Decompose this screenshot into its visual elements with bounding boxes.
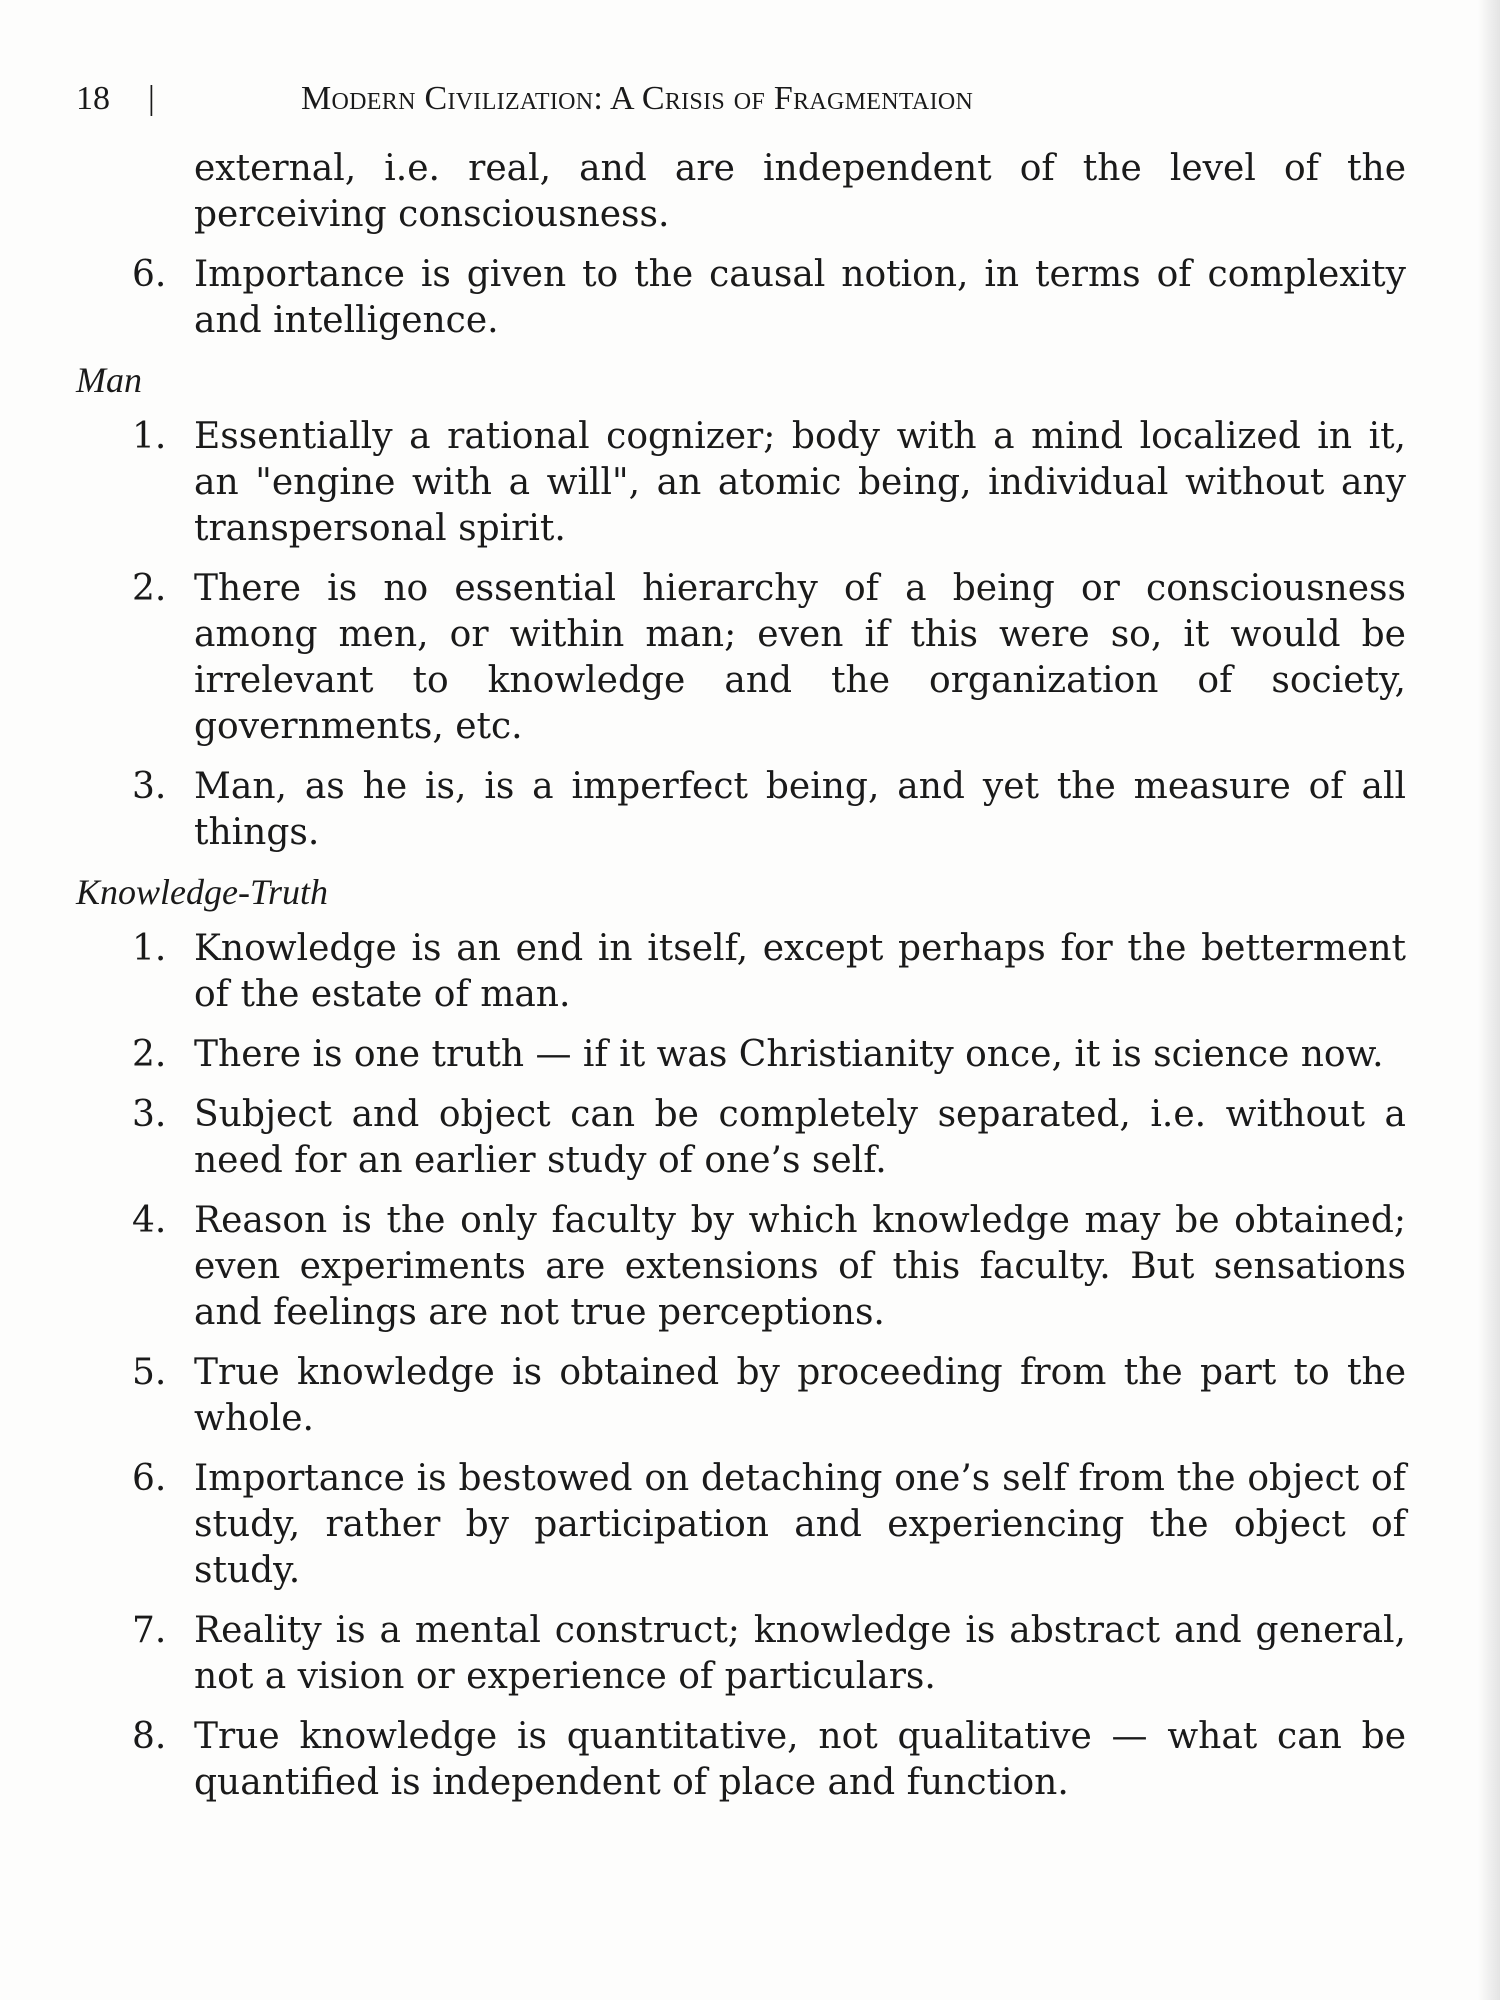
item-text: Essentially a rational cognizer; body with a mind localized in it, an "engine with a will", an atomic being, individual without any transpersonal spirit. [194, 416, 1406, 549]
item-text: Reason is the only faculty by which knowledge may be obtained; even experiments are extensions of this faculty. But sensations and feelings are not true perceptions. [194, 1200, 1406, 1333]
item-number: 8. [132, 1716, 167, 1757]
list-item [76, 1032, 1406, 1078]
header-separator: | [148, 80, 155, 117]
item-text: Man, as he is, is a imperfect being, and yet the measure of all things. [194, 766, 1406, 853]
item-number: 2. [132, 568, 167, 609]
list-item [76, 926, 1406, 1018]
item-text: Subject and object can be completely separated, i.e. without a need for an earlier study of one’s self. [194, 1094, 1406, 1181]
item-text: Knowledge is an end in itself, except perhaps for the betterment of the estate of man. [194, 928, 1406, 1015]
running-head: Modern Civilization: A Crisis of Fragmentaion [301, 80, 974, 117]
page-number: 18 [76, 80, 110, 117]
page-body [76, 146, 1406, 1820]
item-text: True knowledge is obtained by proceeding from the part to the whole. [194, 1352, 1406, 1439]
list-item [76, 252, 1406, 344]
continuation-paragraph: external, i.e. real, and are independent of the level of the perceiving consciousness. [194, 148, 1406, 235]
item-number: 1. [132, 928, 167, 969]
item-text: Importance is given to the causal notion, in terms of complexity and intelligence. [194, 254, 1406, 341]
section-heading-knowledge-truth: Knowledge-Truth [76, 872, 329, 912]
item-number: 2. [132, 1034, 167, 1075]
item-number: 1. [132, 416, 167, 457]
item-text: There is no essential hierarchy of a being or consciousness among men, or within man; even if this were so, it would be irrelevant to knowledge and the organization of society, governments, etc. [194, 568, 1406, 747]
list-item [76, 566, 1406, 750]
item-text: There is one truth — if it was Christianity once, it is science now. [194, 1034, 1384, 1075]
list-item [76, 764, 1406, 856]
item-text: True knowledge is quantitative, not qualitative — what can be quantified is independent of place and function. [194, 1716, 1406, 1803]
list-item [76, 1714, 1406, 1806]
item-number: 7. [132, 1610, 167, 1651]
item-number: 5. [132, 1352, 167, 1393]
list-item [76, 1198, 1406, 1336]
item-number: 3. [132, 766, 167, 807]
section-heading-man: Man [76, 360, 142, 400]
list-item [76, 1608, 1406, 1700]
item-text: Reality is a mental construct; knowledge is abstract and general, not a vision or experience of particulars. [194, 1610, 1406, 1697]
page-header [76, 74, 1256, 124]
list-item [76, 1456, 1406, 1594]
item-text: Importance is bestowed on detaching one’s self from the object of study, rather by participation and experiencing the object of study. [194, 1458, 1406, 1591]
item-number: 6. [132, 1458, 167, 1499]
list-item [76, 1092, 1406, 1184]
item-number: 3. [132, 1094, 167, 1135]
list-item [76, 414, 1406, 552]
item-number: 6. [132, 254, 167, 295]
list-item [76, 1350, 1406, 1442]
page-edge-shadow [1478, 0, 1500, 2000]
item-number: 4. [132, 1200, 167, 1241]
